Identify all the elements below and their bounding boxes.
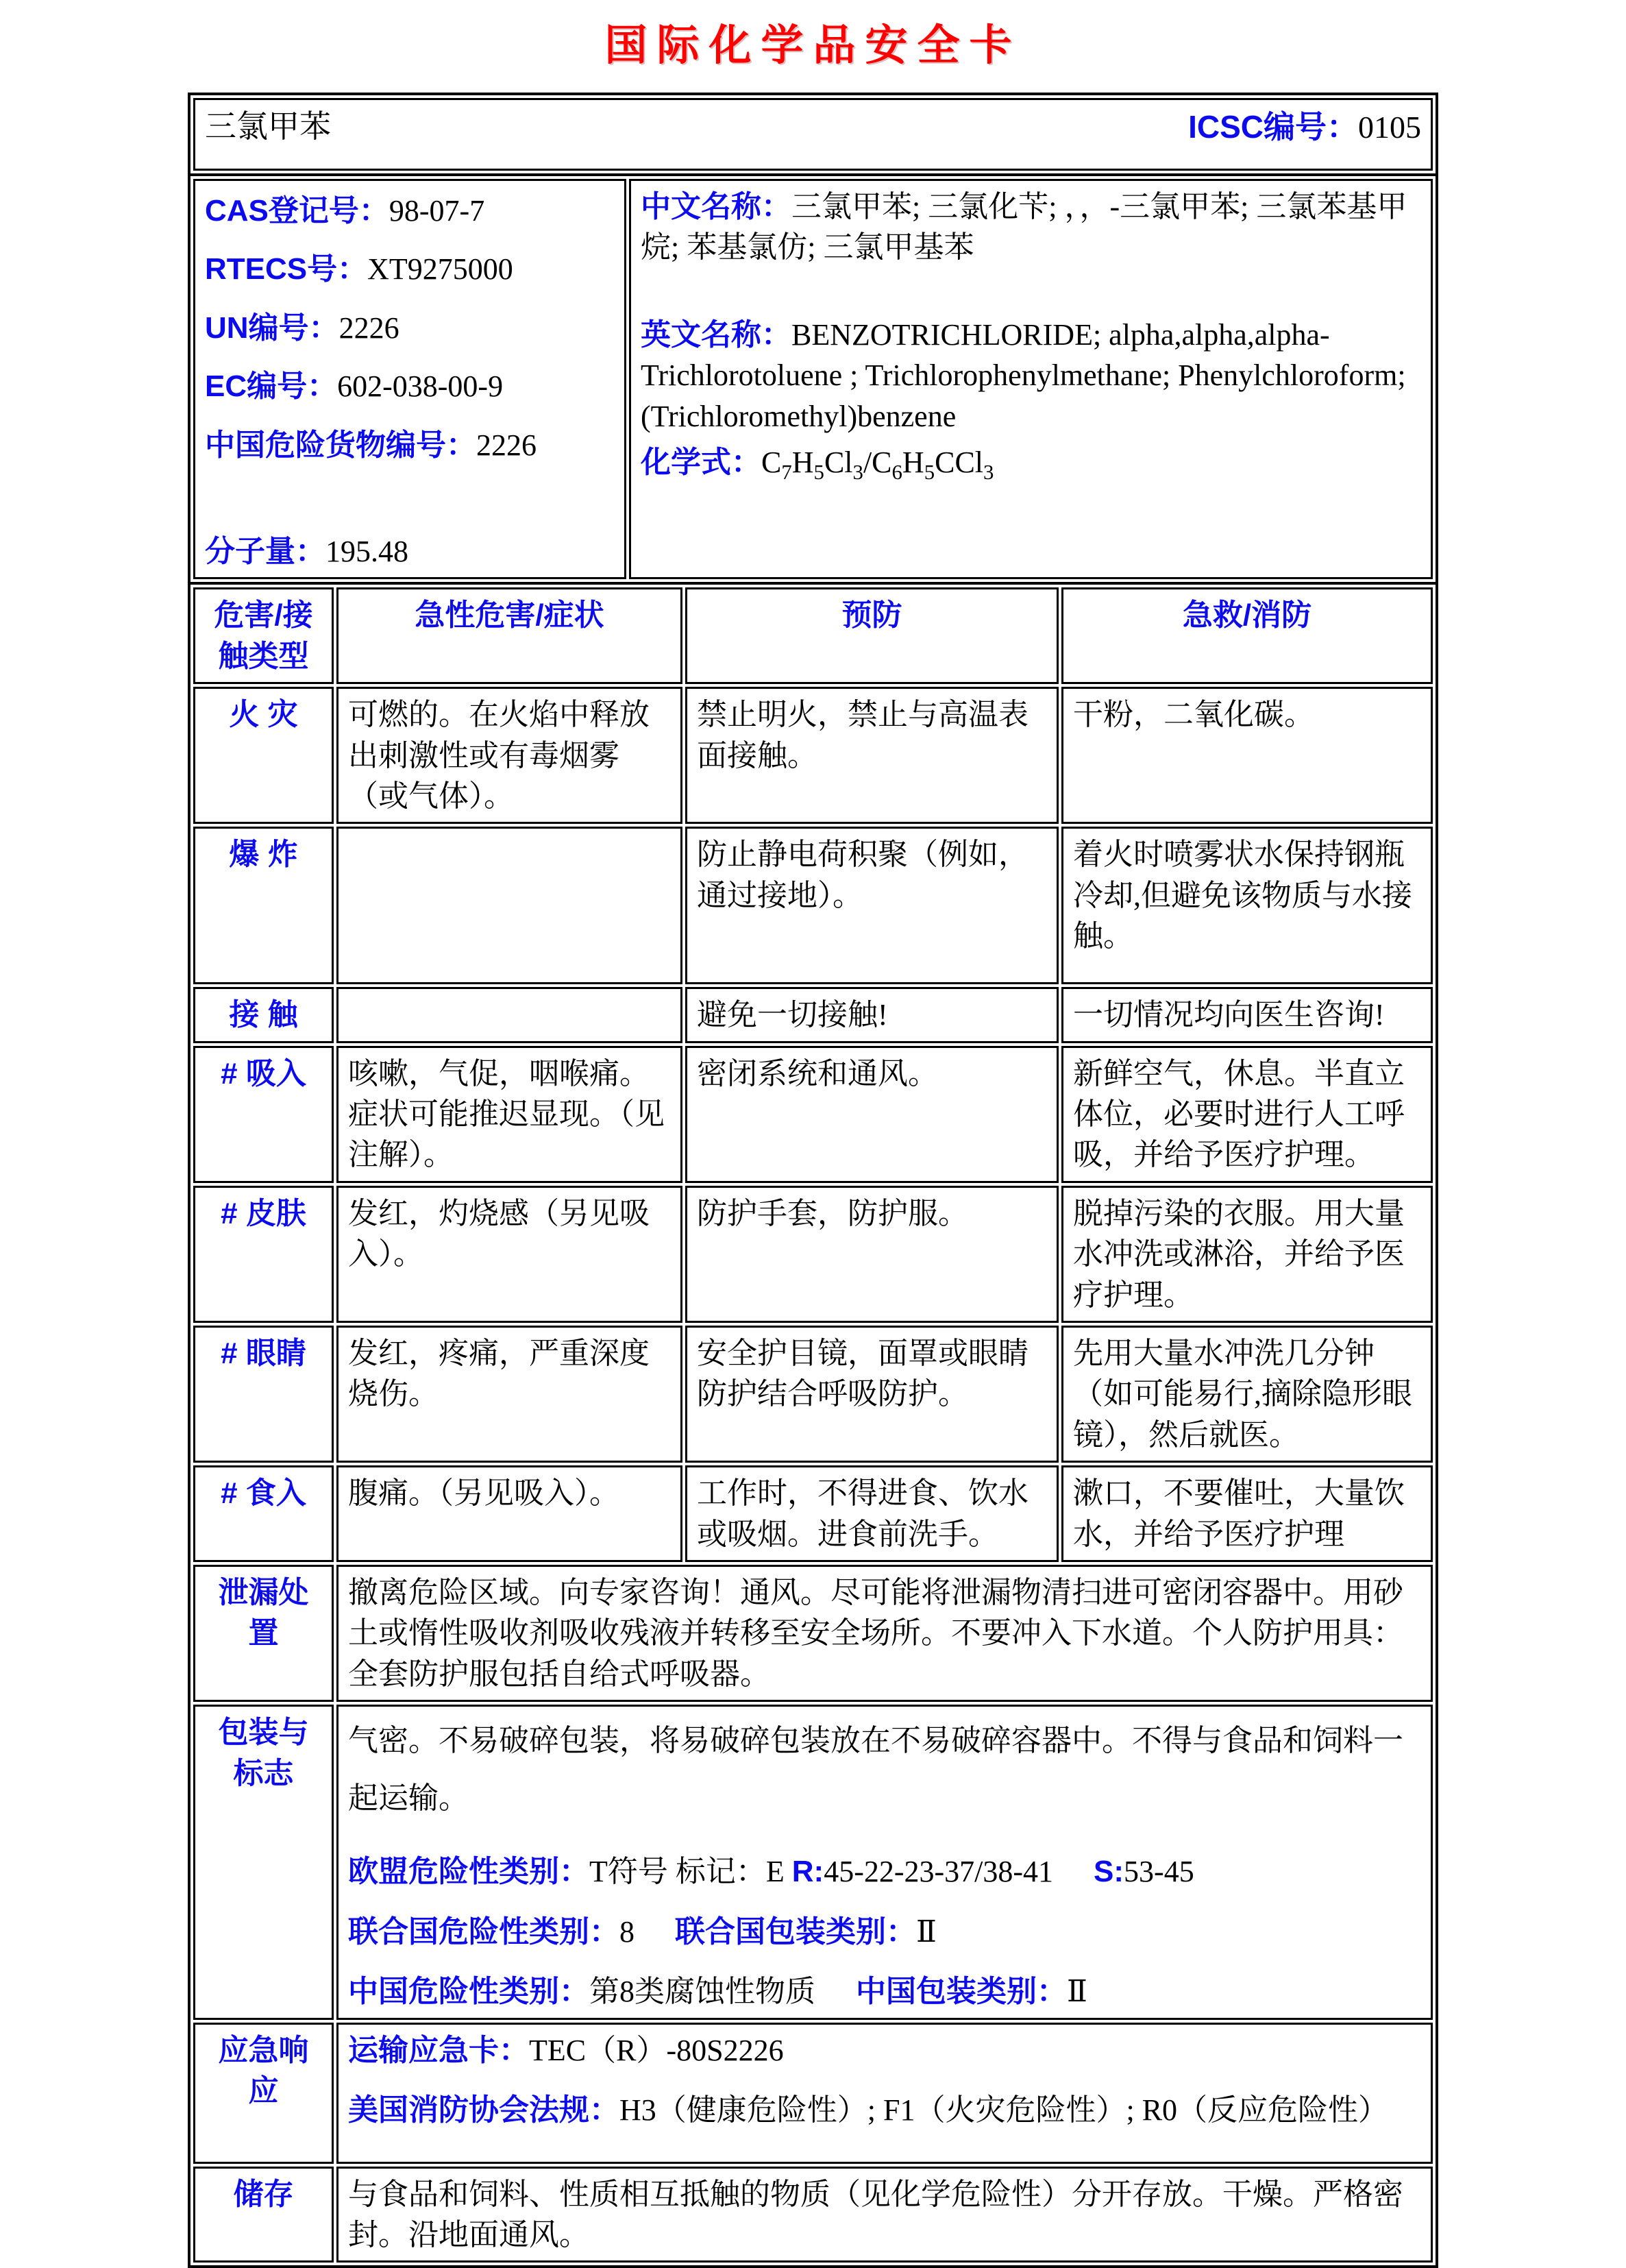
inhalation-symptoms: 咳嗽，气促，咽喉痛。症状可能推迟显现。（见注解）。 bbox=[336, 1046, 682, 1183]
cn-pack-label: 中国包装类别： bbox=[856, 1975, 1067, 2009]
spill-text: 撤离危险区域。向专家咨询！通风。尽可能将泄漏物清扫进可密闭容器中。用砂土或惰性吸收剂吸收残液并转移至安全场所。不要冲入下水道。个人防护用具：全套防护服包括自给式呼吸器。 bbox=[336, 1565, 1433, 1702]
ec-number-line bbox=[205, 366, 615, 406]
s-phrases-label: S: bbox=[1094, 1855, 1124, 1889]
table-row-skin bbox=[193, 1186, 1433, 1323]
cas-label: CAS登记号： bbox=[205, 194, 389, 228]
skin-prevention: 防护手套，防护服。 bbox=[685, 1186, 1059, 1323]
storage-text: 与食品和饲料、性质相互抵触的物质（见化学危险性）分开存放。干燥。严格密封。沿地面通风。 bbox=[336, 2167, 1433, 2263]
un-pack-label: 联合国包装类别： bbox=[675, 1914, 916, 1949]
nfpa-line bbox=[348, 2090, 1421, 2130]
safety-card bbox=[188, 93, 1438, 2268]
rtecs-value: XT9275000 bbox=[367, 252, 513, 286]
cn-class-value: 第8类腐蚀性物质 bbox=[589, 1975, 815, 2009]
eu-class-label: 欧盟危险性类别： bbox=[348, 1855, 589, 1889]
eu-class-value: T符号 标记：E bbox=[589, 1855, 785, 1889]
ingestion-symptoms: 腹痛。（另见吸入）。 bbox=[336, 1465, 682, 1562]
un-value: 2226 bbox=[338, 310, 399, 345]
eyes-response: 先用大量水冲洗几分钟（如可能易行,摘除隐形眼镜），然后就医。 bbox=[1061, 1326, 1433, 1463]
column-header-prevention: 预防 bbox=[685, 587, 1059, 684]
r-phrases-value: 45-22-23-37/38-41 bbox=[824, 1855, 1054, 1889]
nfpa-label: 美国消防协会法规： bbox=[348, 2093, 619, 2127]
chemical-formula-value: $C_7H_5Cl_3/C_6H_5CCl_3$ bbox=[761, 445, 994, 484]
column-header-symptoms: 急性危害/症状 bbox=[336, 587, 682, 684]
explosion-symptoms bbox=[336, 827, 682, 984]
row-label-explosion: 爆 炸 bbox=[193, 827, 334, 984]
english-names-label: 英文名称： bbox=[641, 317, 791, 352]
eyes-symptoms: 发红，疼痛，严重深度烧伤。 bbox=[336, 1326, 682, 1463]
column-header-response: 急救/消防 bbox=[1061, 587, 1433, 684]
rtecs-number-line bbox=[205, 249, 615, 289]
skin-symptoms: 发红，灼烧感（另见吸入）。 bbox=[336, 1186, 682, 1323]
icsc-number: 0105 bbox=[1358, 110, 1421, 145]
ec-value: 602-038-00-9 bbox=[337, 369, 504, 404]
molecular-weight-line bbox=[205, 531, 615, 572]
chinese-names-label: 中文名称： bbox=[641, 190, 791, 223]
identifiers-cell bbox=[193, 179, 626, 579]
name-cell bbox=[193, 98, 1433, 171]
eyes-prevention: 安全护目镜，面罩或眼睛防护结合呼吸防护。 bbox=[685, 1326, 1059, 1463]
table-row-ingestion bbox=[193, 1465, 1433, 1562]
un-pack-value: Ⅱ bbox=[916, 1914, 937, 1949]
row-label-inhalation: # 吸入 bbox=[193, 1046, 334, 1183]
icsc-label: ICSC编号： bbox=[1188, 109, 1358, 145]
skin-response: 脱掉污染的衣服。用大量水冲洗或淋浴，并给予医疗护理。 bbox=[1061, 1186, 1433, 1323]
cn-class-label: 中国危险性类别： bbox=[348, 1975, 589, 2009]
fire-symptoms: 可燃的。在火焰中释放出刺激性或有毒烟雾（或气体）。 bbox=[336, 687, 682, 824]
cn-classification-line bbox=[348, 1971, 1421, 2012]
identifier-section bbox=[188, 173, 1438, 585]
english-names-line bbox=[641, 315, 1421, 437]
un-label: UN编号： bbox=[205, 310, 339, 345]
s-phrases-value: 53-45 bbox=[1124, 1855, 1194, 1889]
inhalation-prevention: 密闭系统和通风。 bbox=[685, 1046, 1059, 1183]
contact-prevention: 避免一切接触! bbox=[685, 987, 1059, 1042]
chemical-formula-line bbox=[641, 442, 1421, 487]
column-header-hazard-type: 危害/接触类型 bbox=[193, 587, 334, 684]
nfpa-value: H3（健康危险性）; F1（火灾危险性）; R0（反应危险性） bbox=[619, 2093, 1389, 2127]
table-row-packaging bbox=[193, 1705, 1433, 2019]
contact-symptoms bbox=[336, 987, 682, 1042]
ingestion-response: 漱口，不要催吐，大量饮水，并给予医疗护理 bbox=[1061, 1465, 1433, 1562]
table-row-fire bbox=[193, 687, 1433, 824]
table-row-spill bbox=[193, 1565, 1433, 1702]
tec-card-line bbox=[348, 2030, 1421, 2071]
row-label-fire: 火 灾 bbox=[193, 687, 334, 824]
table-row-inhalation bbox=[193, 1046, 1433, 1183]
table-row-storage bbox=[193, 2167, 1433, 2263]
ingestion-prevention: 工作时，不得进食、饮水或吸烟。进食前洗手。 bbox=[685, 1465, 1059, 1562]
hazard-header-row bbox=[193, 587, 1433, 684]
chinese-names-value: 三氯甲苯; 三氯化苄; ，，-三氯甲苯; 三氯苯基甲烷; 苯基氯仿; 三氯甲基苯 bbox=[641, 190, 1407, 265]
rtecs-label: RTECS号： bbox=[205, 252, 368, 286]
r-phrases-label: R: bbox=[791, 1855, 824, 1889]
explosion-response: 着火时喷雾状水保持钢瓶冷却,但避免该物质与水接触。 bbox=[1061, 827, 1433, 984]
names-cell bbox=[629, 179, 1433, 579]
fire-prevention: 禁止明火，禁止与高温表面接触。 bbox=[685, 687, 1059, 824]
china-dg-label: 中国危险货物编号： bbox=[205, 428, 476, 462]
packaging-cell bbox=[336, 1705, 1433, 2019]
eu-classification-line bbox=[348, 1851, 1421, 1892]
table-row-eyes bbox=[193, 1326, 1433, 1463]
page-title: 国际化学品安全卡 bbox=[604, 22, 1022, 69]
un-class-label: 联合国危险性类别： bbox=[348, 1914, 619, 1949]
chinese-names-line bbox=[641, 186, 1421, 268]
contact-response: 一切情况均向医生咨询! bbox=[1061, 987, 1433, 1042]
china-dg-number-line bbox=[205, 425, 615, 465]
cas-number-line bbox=[205, 191, 615, 231]
english-names-value: BENZOTRICHLORIDE; alpha,alpha,alpha-Trichlorotoluene ; Trichlorophenylmethane; Phenylchloroform; (Trichloromethyl)benzene bbox=[641, 317, 1406, 433]
row-label-ingestion: # 食入 bbox=[193, 1465, 334, 1562]
emergency-cell bbox=[336, 2023, 1433, 2164]
row-label-skin: # 皮肤 bbox=[193, 1186, 334, 1323]
row-label-emergency: 应急响应 bbox=[193, 2023, 334, 2164]
packaging-intro: 气密。不易破碎包装，将易破碎包装放在不易破碎容器中。不得与食品和饲料一起运输。 bbox=[348, 1724, 1403, 1815]
molweight-label: 分子量： bbox=[205, 534, 325, 568]
tec-card-label: 运输应急卡： bbox=[348, 2033, 529, 2067]
fire-response: 干粉，二氧化碳。 bbox=[1061, 687, 1433, 824]
table-row-contact bbox=[193, 987, 1433, 1042]
name-section bbox=[188, 93, 1438, 176]
tec-card-value: TEC（R）-80S2226 bbox=[529, 2033, 784, 2067]
row-label-packaging: 包装与标志 bbox=[193, 1705, 334, 2019]
table-row-emergency bbox=[193, 2023, 1433, 2164]
inhalation-response: 新鲜空气，休息。半直立体位，必要时进行人工呼吸，并给予医疗护理。 bbox=[1061, 1046, 1433, 1183]
table-row-explosion bbox=[193, 827, 1433, 984]
un-class-value: 8 bbox=[619, 1914, 635, 1949]
hazard-table bbox=[188, 582, 1438, 2268]
ec-label: EC编号： bbox=[205, 369, 338, 404]
row-label-spill: 泄漏处置 bbox=[193, 1565, 334, 1702]
row-label-eyes: # 眼睛 bbox=[193, 1326, 334, 1463]
row-label-storage: 储存 bbox=[193, 2167, 334, 2263]
un-classification-line bbox=[348, 1912, 1421, 1952]
row-label-contact: 接 触 bbox=[193, 987, 334, 1042]
molweight-value: 195.48 bbox=[325, 534, 408, 568]
cn-pack-value: Ⅱ bbox=[1067, 1975, 1087, 2009]
chemical-formula-label: 化学式： bbox=[641, 445, 761, 479]
icsc-number-field bbox=[1188, 106, 1421, 149]
cas-value: 98-07-7 bbox=[389, 194, 485, 228]
explosion-prevention: 防止静电荷积聚（例如，通过接地）。 bbox=[685, 827, 1059, 984]
china-dg-value: 2226 bbox=[476, 428, 537, 462]
un-number-line bbox=[205, 308, 615, 348]
chemical-name: 三氯甲苯 bbox=[205, 109, 331, 144]
